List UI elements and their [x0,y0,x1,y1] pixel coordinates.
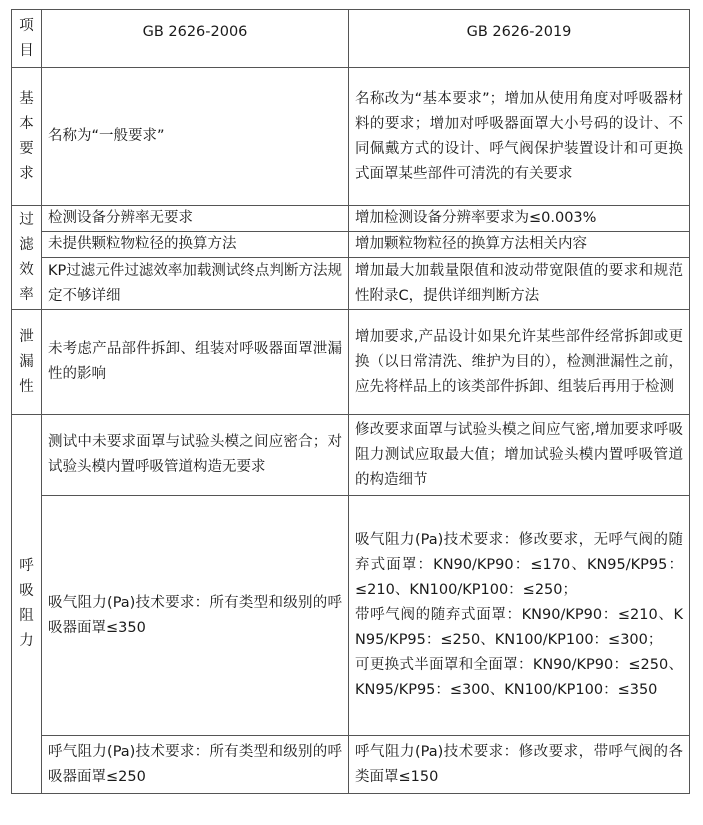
basic-new: 名称改为“基本要求”；增加从使用角度对呼吸器材料的要求；增加对呼吸器面罩大小号码的设计、不同佩戴方式的设计、呼气阀保护装置设计和可更换式面罩某些部件可清洗的有关要求 [349,68,690,206]
table-row [12,232,690,258]
resistance-old-3: 呼气阻力(Pa)技术要求：所有类型和级别的呼吸器面罩≤250 [42,736,349,794]
header-gb2019: GB 2626-2019 [349,10,690,68]
filter-old-3: KP过滤元件过滤效率加载测试终点判断方法规定不够详细 [42,258,349,310]
category-filter: 过滤效率 [12,206,42,310]
leakage-new: 增加要求,产品设计如果允许某些部件经常拆卸或更换（以日常清洗、维护为目的），检测泄漏性之前，应先将样品上的该类部件拆卸、组装后再用于检测 [349,310,690,415]
resistance-new-2-line: 吸气阻力(Pa)技术要求：修改要求，无呼气阀的随弃式面罩：KN90/KP90：≤170、KN95/KP95：≤210、KN100/KP100：≤250； [355,532,683,598]
table-row [12,415,690,496]
table-row [12,496,690,736]
category-resistance: 呼吸阻力 [12,415,42,794]
header-gb2006: GB 2626-2006 [42,10,349,68]
header-row [12,10,690,68]
category-basic: 基本要求 [12,68,42,206]
resistance-new-3: 呼气阻力(Pa)技术要求：修改要求，带呼气阀的各类面罩≤150 [349,736,690,794]
comparison-table [11,9,690,794]
table-row [12,258,690,310]
table-row [12,206,690,232]
filter-old-2: 未提供颗粒物粒径的换算方法 [42,232,349,258]
filter-new-2: 增加颗粒物粒径的换算方法相关内容 [349,232,690,258]
leakage-old: 未考虑产品部件拆卸、组装对呼吸器面罩泄漏性的影响 [42,310,349,415]
basic-old: 名称为“一般要求” [42,68,349,206]
filter-old-1: 检测设备分辨率无要求 [42,206,349,232]
filter-new-3: 增加最大加载量限值和波动带宽限值的要求和规范性附录C，提供详细判断方法 [349,258,690,310]
category-leakage: 泄漏性 [12,310,42,415]
header-item: 项目 [12,10,42,68]
resistance-new-1: 修改要求面罩与试验头模之间应气密,增加要求呼吸阻力测试应取最大值；增加试验头模内置呼吸管道的构造细节 [349,415,690,496]
table-row [12,68,690,206]
table-row [12,310,690,415]
resistance-new-2 [349,496,690,736]
resistance-old-1: 测试中未要求面罩与试验头模之间应密合；对试验头模内置呼吸管道构造无要求 [42,415,349,496]
resistance-old-2: 吸气阻力(Pa)技术要求：所有类型和级别的呼吸器面罩≤350 [42,496,349,736]
resistance-new-2-line: 可更换式半面罩和全面罩：KN90/KP90：≤250、KN95/KP95：≤300、KN100/KP100：≤350 [355,657,683,698]
filter-new-1: 增加检测设备分辨率要求为≤0.003% [349,206,690,232]
resistance-new-2-line: 带呼气阀的随弃式面罩：KN90/KP90：≤210、KN95/KP95：≤250、KN100/KP100：≤300； [355,607,683,648]
table-row [12,736,690,794]
